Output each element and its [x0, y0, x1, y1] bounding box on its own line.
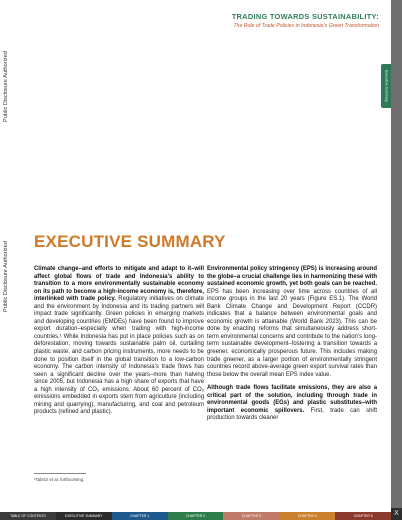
- nav-chapter-1[interactable]: CHAPTER 1: [112, 512, 168, 520]
- section-heading: EXECUTIVE SUMMARY: [34, 232, 226, 251]
- left-p1-lead: Climate change–and efforts to mitigate and adapt to it–will affect global flows of trade and Indonesia’s ability to transition to a more environmentally sustainable economy on its path to become a high-income economy is, therefore, interlinked with trade policy.: [34, 266, 204, 303]
- left-p1-body: Regulatory initiatives on climate and the environment by Indonesia and its trading partners will impact trade significantly. Green policies in emerging markets and developing countries (EMDEs) have been found to improve export duration–especially when trading with high-income countries.¹ While Indonesia has put in place policies such as on deforestation, moving towards sustainable palm oil, curtailing plastic waste, and carbon pricing instruments, more needs to be done to position itself in the global transition to a low-carbon economy. The carbon intensity of Indonesia’s trade flows has seen a significant decline over the years–more than halving since 2005, but Indonesia has a high share of exports that have a high intensity of CO₂ emissions. About 60 percent of CO₂ emissions embedded in exports stem from agriculture (including mining and quarrying), manufacturing, and coal and petroleum products (refined and plastic).: [34, 296, 204, 416]
- right-column: [207, 266, 377, 429]
- right-p2-body: First, trade can shift production towards cleaner: [207, 407, 377, 422]
- report-header: [232, 12, 379, 29]
- footnote-divider: [34, 473, 86, 474]
- nav-executive-summary[interactable]: EXECUTIVE SUMMARY: [56, 512, 112, 520]
- report-subtitle: The Role of Trade Policies in Indonesia’s Green Transformation: [233, 23, 379, 29]
- left-column: [34, 266, 204, 423]
- nav-chapter-5[interactable]: CHAPTER 5: [335, 512, 391, 520]
- right-p2-lead: Although trade flows facilitate emissions, they are also a critical part of the solution, including through trade in environmental goods (EGs) and plastic substitutes–with important economic spillovers.: [207, 385, 377, 414]
- side-tab-label: Executive Summary: [384, 70, 389, 102]
- right-paragraph-1: [207, 266, 377, 379]
- nav-chapter-4[interactable]: CHAPTER 4: [279, 512, 335, 520]
- right-paragraph-2: [207, 385, 377, 423]
- close-button[interactable]: X: [391, 508, 402, 520]
- nav-table-of-contents[interactable]: TABLE OF CONTENTS: [0, 512, 56, 520]
- nav-chapter-3[interactable]: CHAPTER 3: [223, 512, 279, 520]
- margin-label-bottom: Public Disclosure Authorized: [3, 241, 9, 313]
- report-title: TRADING TOWARDS SUSTAINABILITY:: [231, 12, 379, 21]
- side-tab-executive-summary[interactable]: [381, 64, 391, 108]
- footnote: ¹Tabrizi et al. forthcoming.: [34, 477, 85, 482]
- right-p1-body: EPS has been increasing over time across countries of all income groups in the last 20 years (Figure ES.1). The World Bank Climate Change and Development Report (CCDR) indicates that a balance between environmental goals and economic growth is attainable (World Bank 2023). This can be done by enacting reforms that simultaneously address short-term environmental concerns and contribute to the nation’s long-term sustainable development–fostering a transition towards a greener, economically prosperous future. This includes making trade greener, as a larger portion of environmentally stringent countries record above-average green export survival rates than those below the overall mean EPS index value.: [207, 288, 377, 378]
- margin-label-top: Public Disclosure Authorized: [3, 51, 9, 123]
- chapter-nav-bar: [0, 512, 391, 520]
- right-p1-lead: Environmental policy stringency (EPS) is increasing around the globe–a crucial challenge lies in harmonizing these with sustained economic growth, yet both goals can be reached.: [207, 266, 377, 288]
- nav-chapter-2[interactable]: CHAPTER 2: [168, 512, 224, 520]
- left-paragraph-1: [34, 266, 204, 417]
